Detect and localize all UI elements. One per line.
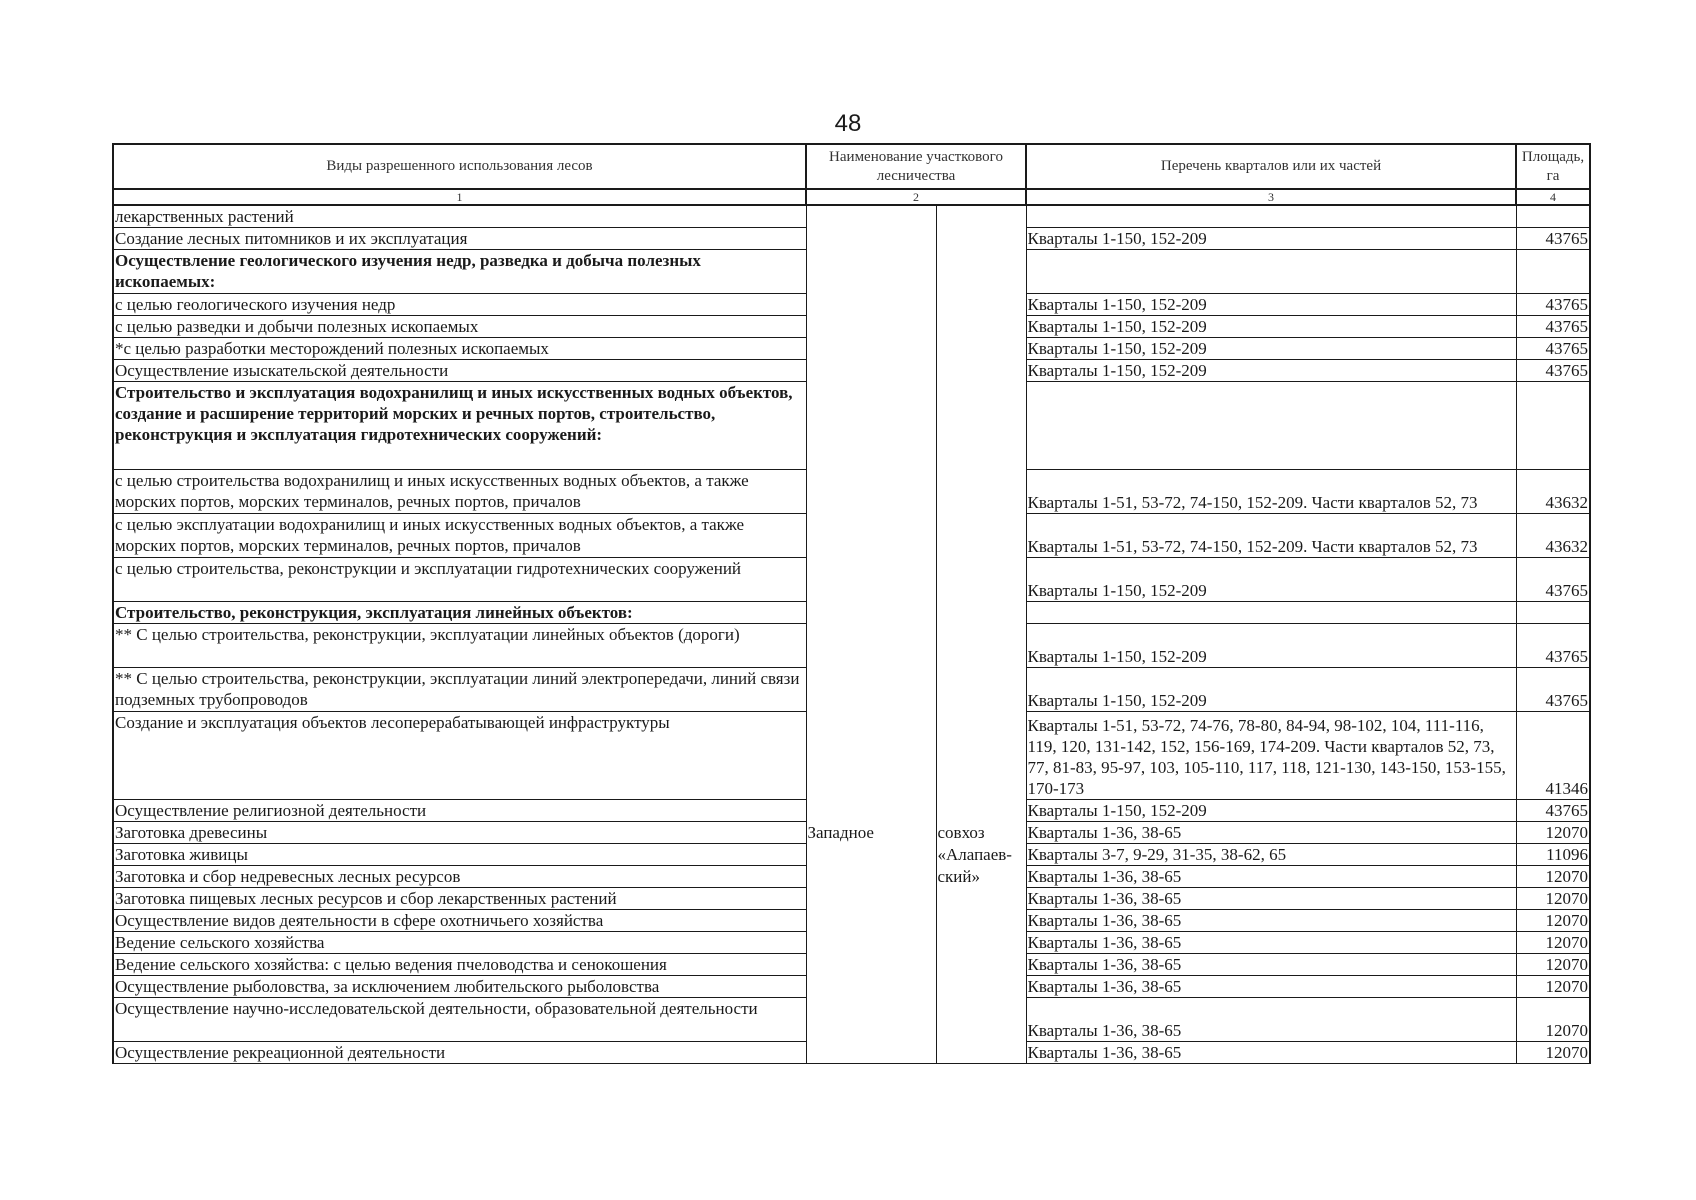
quarters-cell: Кварталы 1-36, 38-65	[1026, 866, 1516, 888]
table-row	[113, 294, 1590, 316]
forestry-subdistrict-cell	[936, 844, 1026, 866]
area-cell	[1516, 382, 1590, 470]
use-type-cell: с целью геологического изучения недр	[113, 294, 806, 316]
use-type-cell: Осуществление геологического изучения недр, разведка и добыча полезных ископаемых:	[113, 250, 806, 294]
use-type-cell: Заготовка древесины	[113, 822, 806, 844]
column-number-row	[113, 189, 1590, 205]
forestry-subdistrict-name-line3: ский»	[937, 866, 980, 886]
area-cell: 43765	[1516, 558, 1590, 602]
table-row	[113, 888, 1590, 910]
use-type-cell: ** С целью строительства, реконструкции, эксплуатации линий электропередачи, линий связи подземных трубопроводов	[113, 668, 806, 712]
forestry-subdistrict-cell	[936, 1042, 1026, 1064]
column-number-2: 2	[806, 189, 1026, 205]
use-type-cell: Осуществление религиозной деятельности	[113, 800, 806, 822]
forestry-subdistrict-name-line2: «Алапаев-	[937, 844, 1012, 864]
area-cell: 43765	[1516, 316, 1590, 338]
use-type-cell: Осуществление видов деятельности в сфере охотничьего хозяйства	[113, 910, 806, 932]
table-row	[113, 668, 1590, 712]
forestry-subdistrict-cell	[936, 205, 1026, 228]
column-number-4: 4	[1516, 189, 1590, 205]
table-row	[113, 250, 1590, 294]
forestry-subdistrict-cell	[936, 932, 1026, 954]
quarters-cell: Кварталы 1-36, 38-65	[1026, 888, 1516, 910]
forestry-district-cell	[806, 800, 936, 822]
forestry-district-cell	[806, 470, 936, 514]
quarters-cell	[1026, 602, 1516, 624]
forestry-subdistrict-cell	[936, 976, 1026, 998]
forestry-district-cell	[806, 294, 936, 316]
forestry-district-cell	[806, 624, 936, 668]
column-number-1: 1	[113, 189, 806, 205]
forestry-subdistrict-cell	[936, 624, 1026, 668]
area-cell: 43632	[1516, 470, 1590, 514]
forestry-subdistrict-cell	[936, 338, 1026, 360]
quarters-cell: Кварталы 1-150, 152-209	[1026, 338, 1516, 360]
forestry-subdistrict-cell	[936, 954, 1026, 976]
quarters-cell: Кварталы 1-51, 53-72, 74-150, 152-209. Части кварталов 52, 73	[1026, 514, 1516, 558]
area-cell: 12070	[1516, 932, 1590, 954]
use-type-cell: *с целью разработки месторождений полезных ископаемых	[113, 338, 806, 360]
table-row	[113, 602, 1590, 624]
quarters-cell: Кварталы 1-36, 38-65	[1026, 998, 1516, 1042]
quarters-cell: Кварталы 1-150, 152-209	[1026, 316, 1516, 338]
forestry-district-cell	[806, 888, 936, 910]
quarters-cell: Кварталы 1-150, 152-209	[1026, 800, 1516, 822]
forestry-subdistrict-cell	[936, 316, 1026, 338]
forestry-subdistrict-cell	[936, 910, 1026, 932]
use-type-cell: Осуществление рыболовства, за исключением любительского рыболовства	[113, 976, 806, 998]
area-cell	[1516, 250, 1590, 294]
header-forestry-name: Наименование участкового лесничества	[806, 144, 1026, 189]
header-use-type: Виды разрешенного использования лесов	[113, 144, 806, 189]
forestry-district-cell	[806, 866, 936, 888]
forestry-subdistrict-cell	[936, 250, 1026, 294]
header-area: Площадь, га	[1516, 144, 1590, 189]
table-row	[113, 558, 1590, 602]
area-cell	[1516, 602, 1590, 624]
table-row	[113, 910, 1590, 932]
page-number: 48	[834, 110, 862, 137]
forestry-subdistrict-cell	[936, 228, 1026, 250]
forestry-district-cell	[806, 382, 936, 470]
table-row	[113, 338, 1590, 360]
quarters-cell: Кварталы 1-36, 38-65	[1026, 976, 1516, 998]
area-cell: 41346	[1516, 712, 1590, 800]
forestry-subdistrict-cell	[936, 382, 1026, 470]
forestry-district-cell	[806, 602, 936, 624]
quarters-cell: Кварталы 1-36, 38-65	[1026, 822, 1516, 844]
area-cell: 12070	[1516, 976, 1590, 998]
area-cell: 12070	[1516, 866, 1590, 888]
forestry-subdistrict-cell	[936, 602, 1026, 624]
area-cell: 43765	[1516, 294, 1590, 316]
use-type-cell: Заготовка живицы	[113, 844, 806, 866]
use-type-cell: лекарственных растений	[113, 205, 806, 228]
forestry-subdistrict-cell	[936, 712, 1026, 800]
area-cell: 12070	[1516, 910, 1590, 932]
use-type-cell: с целью строительства, реконструкции и эксплуатации гидротехнических сооружений	[113, 558, 806, 602]
forestry-district-cell	[806, 558, 936, 602]
quarters-cell: Кварталы 1-51, 53-72, 74-150, 152-209. Части кварталов 52, 73	[1026, 470, 1516, 514]
quarters-cell: Кварталы 1-150, 152-209	[1026, 668, 1516, 712]
table-body	[113, 205, 1590, 1064]
table-row	[113, 470, 1590, 514]
forestry-district-cell	[806, 514, 936, 558]
area-cell: 43765	[1516, 800, 1590, 822]
use-type-cell: с целью эксплуатации водохранилищ и иных искусственных водных объектов, а также морских портов, морских терминалов, речных портов, причалов	[113, 514, 806, 558]
forestry-district-cell	[806, 954, 936, 976]
quarters-cell: Кварталы 1-150, 152-209	[1026, 294, 1516, 316]
table-row	[113, 316, 1590, 338]
area-cell: 12070	[1516, 998, 1590, 1042]
forest-use-table	[112, 143, 1591, 1064]
use-type-cell: Строительство, реконструкция, эксплуатация линейных объектов:	[113, 602, 806, 624]
table-row	[113, 976, 1590, 998]
area-cell: 11096	[1516, 844, 1590, 866]
use-type-cell: Создание лесных питомников и их эксплуатация	[113, 228, 806, 250]
forestry-subdistrict-cell	[936, 668, 1026, 712]
area-cell: 43632	[1516, 514, 1590, 558]
use-type-cell: Заготовка и сбор недревесных лесных ресурсов	[113, 866, 806, 888]
table-row	[113, 954, 1590, 976]
quarters-cell: Кварталы 1-150, 152-209	[1026, 624, 1516, 668]
use-type-cell: Заготовка пищевых лесных ресурсов и сбор лекарственных растений	[113, 888, 806, 910]
column-number-3: 3	[1026, 189, 1516, 205]
forestry-district-cell	[806, 932, 936, 954]
table-row	[113, 844, 1590, 866]
forestry-district-cell	[806, 205, 936, 228]
table-row	[113, 822, 1590, 844]
quarters-cell	[1026, 205, 1516, 228]
header-quarters: Перечень кварталов или их частей	[1026, 144, 1516, 189]
area-cell: 43765	[1516, 228, 1590, 250]
use-type-cell: Строительство и эксплуатация водохранилищ и иных искусственных водных объектов, создание и расширение территорий морских и речных портов, строительство, реконструкция и эксплуатация гидротехнических сооружений:	[113, 382, 806, 470]
use-type-cell: ** С целью строительства, реконструкции, эксплуатации линейных объектов (дороги)	[113, 624, 806, 668]
forestry-district-cell	[806, 338, 936, 360]
quarters-cell: Кварталы 1-36, 38-65	[1026, 1042, 1516, 1064]
forestry-district-cell	[806, 910, 936, 932]
use-type-cell: Осуществление рекреационной деятельности	[113, 1042, 806, 1064]
use-type-cell: с целью строительства водохранилищ и иных искусственных водных объектов, а также морских портов, морских терминалов, речных портов, причалов	[113, 470, 806, 514]
table-row	[113, 382, 1590, 470]
area-cell: 43765	[1516, 624, 1590, 668]
forestry-district-cell	[806, 316, 936, 338]
quarters-cell: Кварталы 1-51, 53-72, 74-76, 78-80, 84-94, 98-102, 104, 111-116, 119, 120, 131-142, 152, 156-169, 174-209. Части кварталов 52, 73, 77, 81-83, 95-97, 103, 105-110, 117, 118, 121-130, 143-150, 153-155, 170-173	[1026, 712, 1516, 800]
area-cell: 12070	[1516, 822, 1590, 844]
forestry-subdistrict-cell	[936, 514, 1026, 558]
forestry-district-cell	[806, 976, 936, 998]
use-type-cell: Осуществление научно-исследовательской деятельности, образовательной деятельности	[113, 998, 806, 1042]
use-type-cell: Осуществление изыскательской деятельности	[113, 360, 806, 382]
forestry-district-cell	[806, 668, 936, 712]
table-row	[113, 360, 1590, 382]
quarters-cell: Кварталы 1-150, 152-209	[1026, 558, 1516, 602]
forestry-subdistrict-name: совхоз	[937, 822, 985, 842]
forestry-subdistrict-cell	[936, 888, 1026, 910]
forestry-subdistrict-cell	[936, 866, 1026, 888]
use-type-cell: Создание и эксплуатация объектов лесоперерабатывающей инфраструктуры	[113, 712, 806, 800]
table-row	[113, 998, 1590, 1042]
quarters-cell: Кварталы 1-36, 38-65	[1026, 932, 1516, 954]
table-row	[113, 514, 1590, 558]
forestry-district-name: Западное	[807, 822, 874, 842]
quarters-cell: Кварталы 1-36, 38-65	[1026, 954, 1516, 976]
area-cell	[1516, 205, 1590, 228]
area-cell: 43765	[1516, 338, 1590, 360]
forestry-subdistrict-cell	[936, 558, 1026, 602]
use-type-cell: Ведение сельского хозяйства: с целью ведения пчеловодства и сенокошения	[113, 954, 806, 976]
area-cell: 12070	[1516, 888, 1590, 910]
use-type-cell: с целью разведки и добычи полезных ископаемых	[113, 316, 806, 338]
forestry-district-cell	[806, 844, 936, 866]
forestry-subdistrict-cell	[936, 294, 1026, 316]
forestry-district-cell	[806, 228, 936, 250]
table-row	[113, 228, 1590, 250]
forestry-district-cell	[806, 1042, 936, 1064]
forestry-district-cell	[806, 250, 936, 294]
forestry-district-cell	[806, 998, 936, 1042]
area-cell: 43765	[1516, 668, 1590, 712]
forestry-subdistrict-cell	[936, 822, 1026, 844]
quarters-cell: Кварталы 1-36, 38-65	[1026, 910, 1516, 932]
area-cell: 12070	[1516, 1042, 1590, 1064]
table-row	[113, 866, 1590, 888]
table-row	[113, 800, 1590, 822]
area-cell: 43765	[1516, 360, 1590, 382]
table-header-row	[113, 144, 1590, 189]
forestry-district-cell	[806, 360, 936, 382]
quarters-cell: Кварталы 1-150, 152-209	[1026, 360, 1516, 382]
forestry-district-cell	[806, 712, 936, 800]
forestry-district-cell	[806, 822, 936, 844]
table-row	[113, 1042, 1590, 1064]
table-row	[113, 712, 1590, 800]
table-row	[113, 624, 1590, 668]
use-type-cell: Ведение сельского хозяйства	[113, 932, 806, 954]
quarters-cell: Кварталы 1-150, 152-209	[1026, 228, 1516, 250]
quarters-cell	[1026, 250, 1516, 294]
quarters-cell	[1026, 382, 1516, 470]
table-row	[113, 932, 1590, 954]
quarters-cell: Кварталы 3-7, 9-29, 31-35, 38-62, 65	[1026, 844, 1516, 866]
forestry-subdistrict-cell	[936, 800, 1026, 822]
forestry-subdistrict-cell	[936, 360, 1026, 382]
forestry-subdistrict-cell	[936, 470, 1026, 514]
forestry-subdistrict-cell	[936, 998, 1026, 1042]
table-row	[113, 205, 1590, 228]
area-cell: 12070	[1516, 954, 1590, 976]
